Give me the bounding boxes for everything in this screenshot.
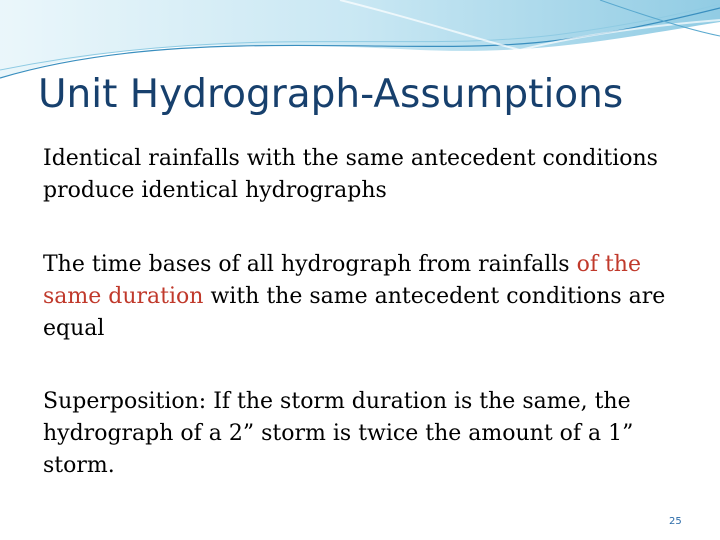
paragraph-time-bases-end: with the same antecedent conditions are equal bbox=[43, 284, 666, 341]
page-number: 25 bbox=[669, 516, 682, 527]
paragraph-time-bases-start: The time bases of all hydrograph from rainfalls bbox=[43, 252, 577, 277]
highlighted-phrase: of the same duration bbox=[43, 252, 641, 309]
paragraph-superposition: Superposition: If the storm duration is the same, the hydrograph of a 2” storm is twice the amount of a 1” storm. bbox=[43, 389, 634, 478]
paragraph-time-bases bbox=[43, 249, 703, 345]
paragraph-identical-rainfalls: Identical rainfalls with the same antecedent conditions produce identical hydrographs bbox=[43, 146, 658, 203]
slide-title: Unit Hydrograph-Assumptions bbox=[38, 72, 624, 117]
